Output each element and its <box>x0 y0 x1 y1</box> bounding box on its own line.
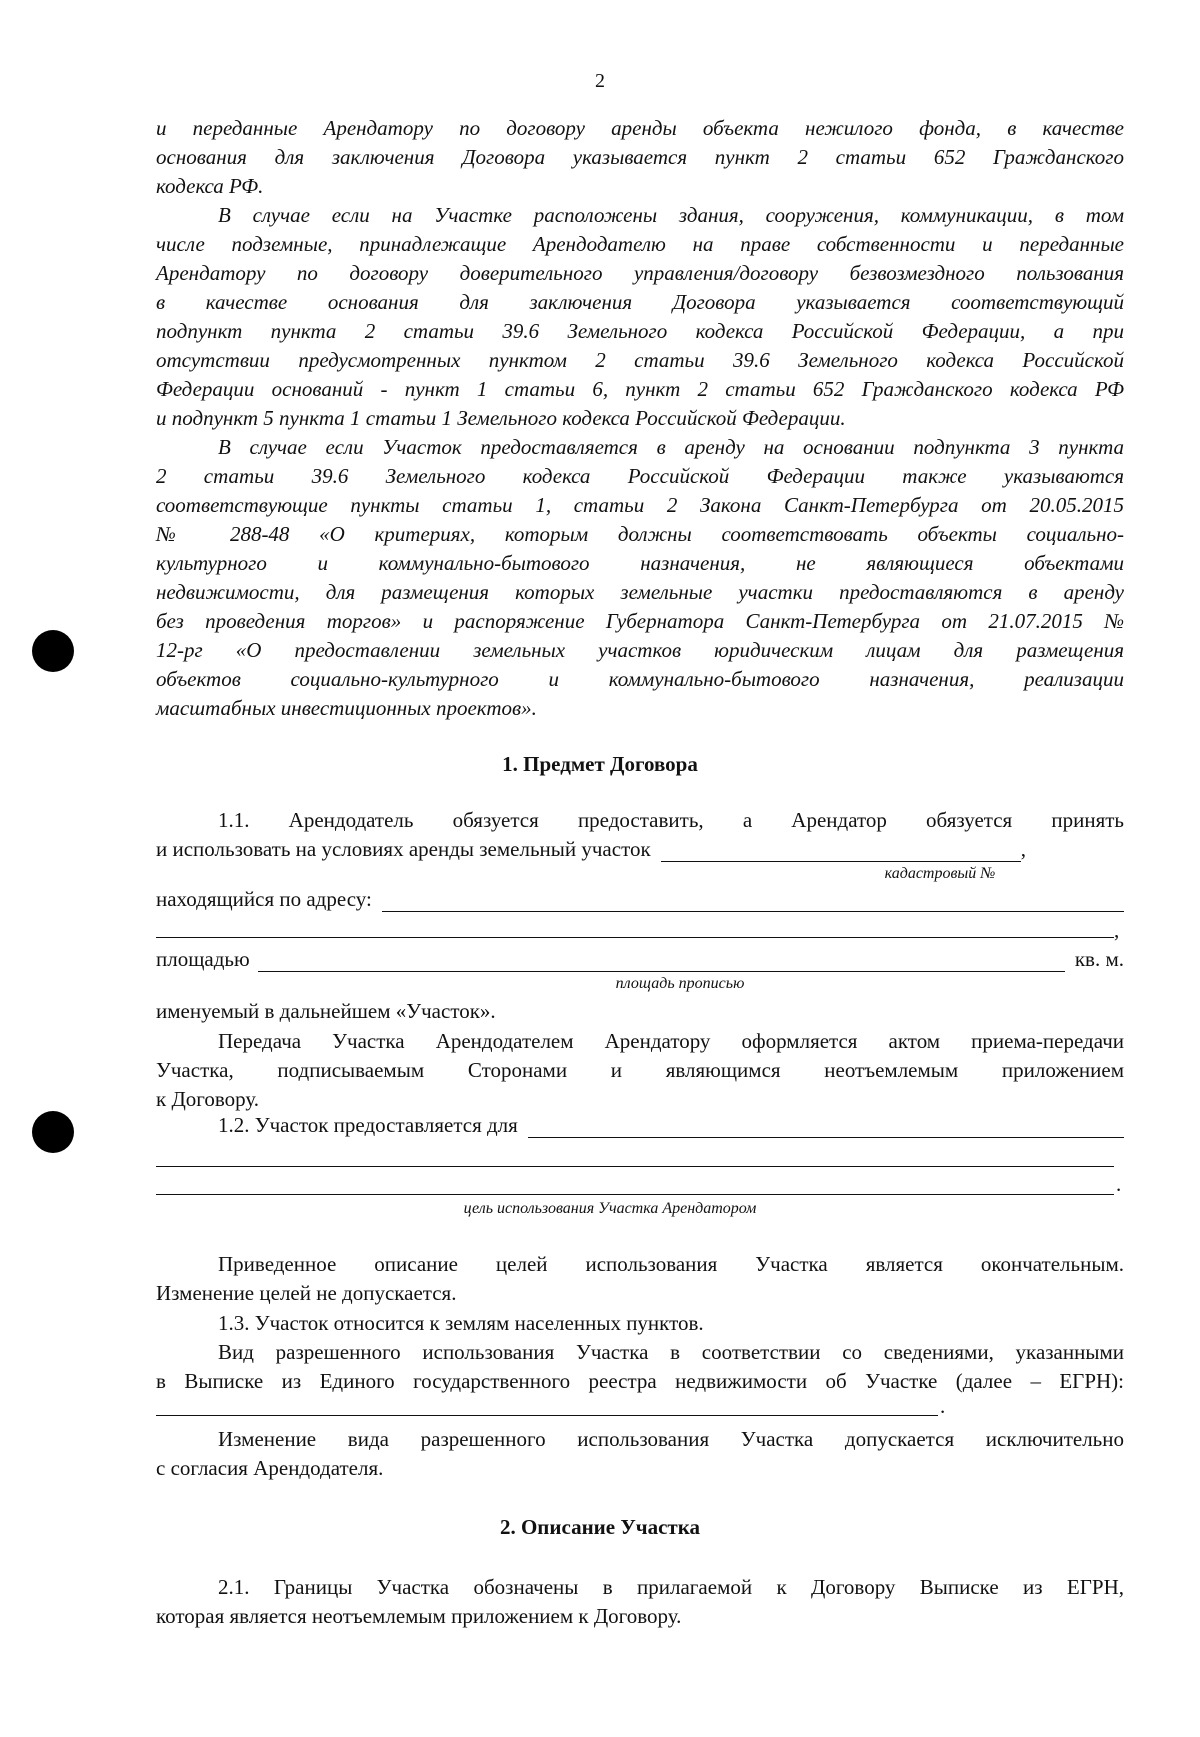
purpose-field[interactable] <box>528 1115 1124 1138</box>
intro-paragraph-3 <box>156 433 1124 723</box>
purpose-period: . <box>1116 1172 1122 1196</box>
text-line: в Выписке из Единого государственного реестра недвижимости об Участке (далее – ЕГРН): <box>156 1369 1124 1393</box>
section-1-heading: 1. Предмет Договора <box>502 752 698 776</box>
text-line: с согласия Арендодателя. <box>156 1456 384 1480</box>
text-line: Участка, подписываемым Сторонами и являющимся неотъемлемым приложением <box>156 1058 1124 1082</box>
clause-1-2-row <box>156 1110 1124 1138</box>
text-line: отсутствии предусмотренных пунктом 2 статьи 39.6 Земельного кодекса Российской <box>156 348 1124 372</box>
cadastral-number-field[interactable] <box>661 839 1021 862</box>
text-line: культурного и коммунально-бытового назначения, не являющиеся объектами <box>156 551 1124 575</box>
clause-1-2-label: 1.2. Участок предоставляется для <box>218 1113 518 1137</box>
text-line: без проведения торгов» и распоряжение Губернатора Санкт-Петербурга от 21.07.2015 № <box>156 609 1124 633</box>
area-field[interactable] <box>258 949 1065 972</box>
text-line: Изменение целей не допускается. <box>156 1281 457 1305</box>
area-caption: площадь прописью <box>615 975 745 992</box>
text-line: 12-рг «О предоставлении земельных участков юридическим лицам для размещения <box>156 638 1124 662</box>
text-line: основания для заключения Договора указывается пункт 2 статьи 652 Гражданского <box>156 145 1124 169</box>
text-line: и переданные Арендатору по договору аренды объекта нежилого фонда, в качестве <box>156 116 1124 140</box>
cadastral-caption: кадастровый № <box>884 865 996 882</box>
area-label: площадью <box>156 947 250 971</box>
text-line: именуемый в дальнейшем «Участок». <box>156 999 496 1023</box>
permitted-use-field[interactable] <box>156 1415 938 1416</box>
clause-1-1 <box>156 806 1124 835</box>
transfer-paragraph <box>156 1027 1124 1114</box>
text-line: и подпункт 5 пункта 1 статьи 1 Земельного кодекса Российской Федерации. <box>156 406 846 430</box>
area-row <box>156 942 1124 972</box>
text-line: № 288-48 «О критериях, которым должны соответствовать объекты социально- <box>156 522 1124 546</box>
punch-hole-top <box>32 630 74 672</box>
address-row <box>156 884 1124 912</box>
text-line: 2 статьи 39.6 Земельного кодекса Российской Федерации также указываются <box>156 464 1124 488</box>
text-line: масштабных инвестиционных проектов». <box>156 696 537 720</box>
address-label: находящийся по адресу: <box>156 887 372 911</box>
intro-paragraph-2 <box>156 201 1124 433</box>
purpose-caption: цель использования Участка Арендатором <box>463 1200 757 1217</box>
text-line: кодекса РФ. <box>156 174 264 198</box>
text-line: В случае если на Участке расположены здания, сооружения, коммуникации, в том <box>218 203 1124 227</box>
area-unit: кв. м. <box>1074 947 1124 971</box>
clause-2-1 <box>156 1573 1124 1631</box>
purpose-field-line-2[interactable] <box>156 1166 1114 1167</box>
text-line: Приведенное описание целей использования Участка является окончательным. <box>218 1252 1124 1276</box>
address-comma: , <box>1114 918 1120 942</box>
punch-hole-bottom <box>32 1111 74 1153</box>
text-line: Передача Участка Арендодателем Арендатору оформляется актом приема-передачи <box>218 1029 1124 1053</box>
section-2-heading: 2. Описание Участка <box>499 1515 701 1539</box>
permitted-use-period: . <box>940 1394 946 1418</box>
text-line: 2.1. Границы Участка обозначены в прилагаемой к Договору Выписке из ЕГРН, <box>218 1575 1124 1599</box>
address-field-continued[interactable] <box>156 937 1114 938</box>
text-line: соответствующие пункты статьи 1, статьи 2 Закона Санкт-Петербурга от 20.05.2015 <box>156 493 1124 517</box>
text-line: подпункт пункта 2 статьи 39.6 Земельного кодекса Российской Федерации, а при <box>156 319 1124 343</box>
text-line: к Договору. <box>156 1087 260 1111</box>
text-line: в качестве основания для заключения Договора указывается соответствующий <box>156 290 1124 314</box>
named-plot-text <box>156 997 1124 1026</box>
text-line: В случае если Участок предоставляется в аренду на основании подпункта 3 пункта <box>218 435 1124 459</box>
intro-paragraph-1 <box>156 114 1124 201</box>
address-field[interactable] <box>382 889 1124 912</box>
text-line: Изменение вида разрешенного использования Участка допускается исключительно <box>218 1427 1124 1451</box>
text-line: которая является неотъемлемым приложением к Договору. <box>156 1604 682 1628</box>
text-line: Вид разрешенного использования Участка в соответствии со сведениями, указанными <box>218 1340 1124 1364</box>
text-line: числе подземные, принадлежащие Арендодателю на праве собственности и переданные <box>156 232 1124 256</box>
text-line: объектов социально-культурного и коммунально-бытового назначения, реализации <box>156 667 1124 691</box>
comma-mark: , <box>1020 837 1026 861</box>
page-number: 2 <box>595 70 605 92</box>
purpose-final-paragraph <box>156 1250 1124 1308</box>
clause-1-3 <box>156 1309 1124 1338</box>
text-line: 1.3. Участок относится к землям населенных пунктов. <box>218 1311 704 1335</box>
purpose-field-line-3[interactable] <box>156 1194 1114 1195</box>
land-plot-row <box>156 834 1124 862</box>
permitted-use-paragraph <box>156 1338 1124 1396</box>
text-line: 1.1. Арендодатель обязуется предоставить, а Арендатор обязуется принять <box>218 808 1124 832</box>
change-use-paragraph <box>156 1425 1124 1483</box>
text-line: недвижимости, для размещения которых земельные участки предоставляются в аренду <box>156 580 1124 604</box>
text-line: Федерации оснований - пункт 1 статьи 6, пункт 2 статьи 652 Гражданского кодекса РФ <box>156 377 1124 401</box>
land-plot-label: и использовать на условиях аренды земельный участок <box>156 837 651 861</box>
text-line: Арендатору по договору доверительного управления/договору безвозмездного пользования <box>156 261 1124 285</box>
